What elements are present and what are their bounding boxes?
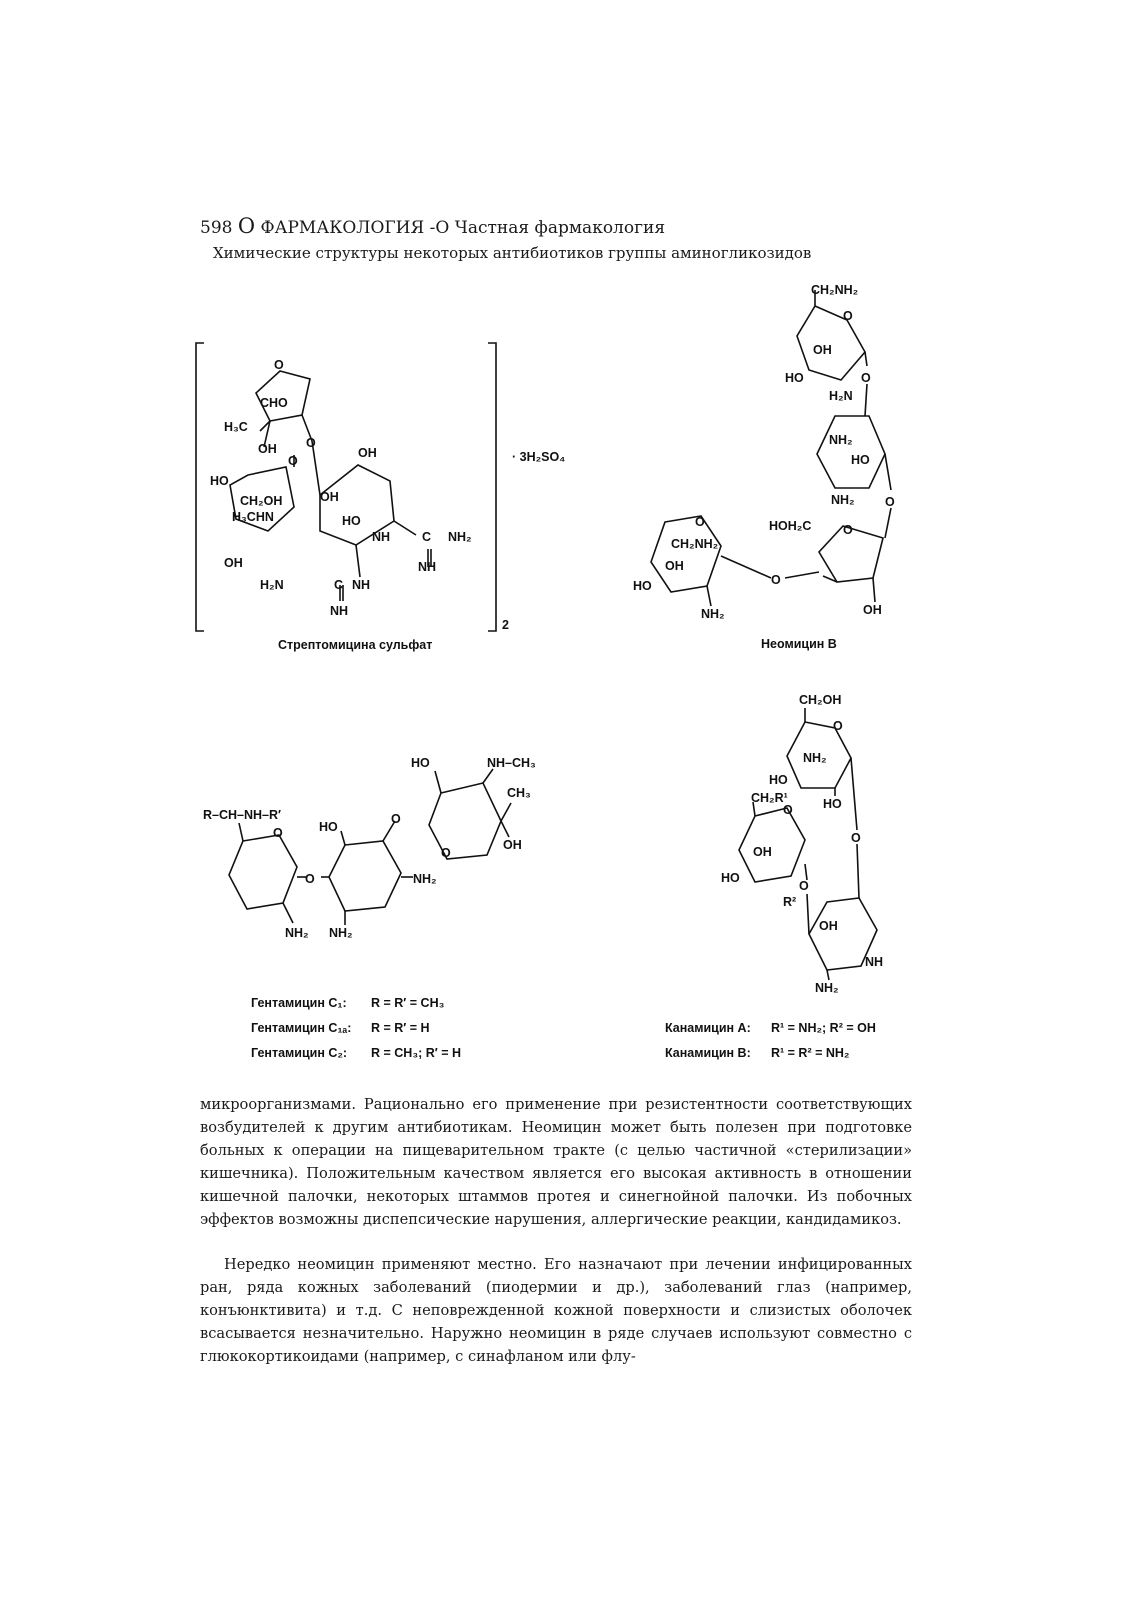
legend-name: Гентамицин C₁:	[251, 996, 347, 1010]
subsection-title: Частная фармакология	[454, 218, 666, 238]
atom-label: NH	[418, 560, 437, 574]
atom-label: R²	[783, 895, 797, 909]
atom-label: O	[799, 879, 809, 893]
atom-label: CH₂OH	[799, 693, 842, 707]
atom-label: HO	[342, 514, 361, 528]
atom-label: C	[422, 530, 432, 544]
atom-label: O	[843, 523, 853, 537]
atom-label: H₃CHN	[232, 510, 274, 524]
atom-label: O	[306, 436, 316, 450]
atom-label: O	[441, 846, 451, 860]
legend-formula: R = CH₃; R′ = H	[371, 1046, 462, 1060]
atom-label: NH	[330, 604, 349, 618]
atom-label: OH	[224, 556, 243, 570]
kanamycin-legend	[665, 1021, 876, 1060]
atom-label: O	[273, 826, 283, 840]
gentamicin-legend	[251, 996, 461, 1060]
atom-label: CH₂OH	[240, 494, 283, 508]
atom-label: NH₂	[329, 926, 353, 940]
running-header	[200, 214, 665, 238]
paragraph-text: микроорганизмами. Рационально его применение при резистентности соответствующих возбудителей к другим антибиотикам. Неомицин может быть полезен при подготовке больных к операции на пищеварительном тракте (с целью частичной «стерилизации» кишечника). Положительным качеством является его высокая активность в отношении кишечной палочки, некоторых штаммов протея и синегнойной палочки. Из побочных эффектов возможны диспепсические нарушения, аллергические реакции, кандидамикоз.	[200, 1096, 912, 1228]
legend-name: Канамицин B:	[665, 1046, 751, 1060]
atom-label: HOH₂C	[769, 519, 812, 533]
atom-label: C	[334, 578, 344, 592]
atom-label: NH₂	[701, 607, 725, 621]
atom-label: NH₂	[448, 530, 472, 544]
atom-label: OH	[358, 446, 377, 460]
body-paragraph	[200, 1253, 912, 1368]
legend-formula: R¹ = R² = NH₂	[771, 1046, 850, 1060]
atom-label: CH₃	[507, 786, 531, 800]
atom-label: HO	[319, 820, 338, 834]
atom-label: O	[288, 454, 298, 468]
atom-label: O	[833, 719, 843, 733]
atom-label: HO	[633, 579, 652, 593]
atom-label: NH	[352, 578, 371, 592]
atom-label: O	[274, 358, 284, 372]
atom-label: O	[695, 515, 705, 529]
atom-label: O	[771, 573, 781, 587]
atom-label: CH₂NH₂	[671, 537, 719, 551]
atom-label: NH–CH₃	[487, 756, 536, 770]
atom-label: OH	[665, 559, 684, 573]
atom-label: HO	[785, 371, 804, 385]
legend-formula: R = R′ = CH₃	[371, 996, 445, 1010]
atom-label: H₃C	[224, 420, 248, 434]
atom-label: O	[885, 495, 895, 509]
atom-label: H₂N	[829, 389, 853, 403]
atom-label: CHO	[260, 396, 288, 410]
atom-label: HO	[210, 474, 229, 488]
atom-label: NH₂	[831, 493, 855, 507]
atom-label: NH₂	[803, 751, 827, 765]
atom-label: R–CH–NH–R′	[203, 808, 282, 822]
atom-label: HO	[411, 756, 430, 770]
atom-label: O	[783, 803, 793, 817]
bracket-multiplier: 2	[502, 618, 509, 632]
page-number: 598	[200, 218, 233, 238]
atom-label: OH	[819, 919, 838, 933]
header-separator: -О	[429, 218, 450, 238]
streptomycin-atom-labels	[210, 358, 472, 618]
legend-formula: R¹ = NH₂; R² = OH	[771, 1021, 876, 1035]
atom-label: OH	[813, 343, 832, 357]
atom-label: O	[861, 371, 871, 385]
legend-name: Гентамицин C₁ₐ:	[251, 1021, 352, 1035]
kanamycin-atom-labels	[721, 693, 883, 995]
legend-name: Гентамицин C₂:	[251, 1046, 348, 1060]
atom-label: O	[843, 309, 853, 323]
compound-name: Неомицин B	[761, 637, 837, 651]
atom-label: HO	[721, 871, 740, 885]
atom-label: OH	[320, 490, 339, 504]
atom-label: O	[305, 872, 315, 886]
neomycin-structure	[625, 276, 925, 656]
atom-label: NH₂	[413, 872, 437, 886]
atom-label: NH₂	[829, 433, 853, 447]
figure-caption: Химические структуры некоторых антибиотиков группы аминогликозидов	[213, 244, 812, 262]
compound-name: Стрептомицина сульфат	[278, 638, 433, 652]
atom-label: HO	[851, 453, 870, 467]
atom-label: HO	[823, 797, 842, 811]
atom-label: O	[851, 831, 861, 845]
body-paragraph	[200, 1093, 912, 1231]
neomycin-atom-labels	[633, 283, 895, 621]
legend-name: Канамицин A:	[665, 1021, 751, 1035]
atom-label: H₂N	[260, 578, 284, 592]
atom-label: NH₂	[285, 926, 309, 940]
paragraph-text: Нередко неомицин применяют местно. Его назначают при лечении инфицированных ран, ряда кожных заболеваний (пиодермии и др.), заболеваний глаз (например, конъюнктивита) и т.д. С неповрежденной кожной поверхности и слизистых оболочек всасывается незначительно. Наружно неомицин в ряде случаев используют совместно с глюкокортикоидами (например, с синафланом или флу-	[200, 1256, 912, 1365]
atom-label: NH	[865, 955, 884, 969]
legend-formula: R = R′ = H	[371, 1021, 430, 1035]
atom-label: CH₂R¹	[751, 791, 788, 805]
atom-label: OH	[863, 603, 882, 617]
salt-formula: · 3H₂SO₄	[512, 450, 566, 464]
atom-label: O	[391, 812, 401, 826]
gentamicin-atom-labels	[203, 756, 536, 940]
atom-label: OH	[503, 838, 522, 852]
gentamicin-structure	[195, 745, 575, 1065]
atom-label: CH₂NH₂	[811, 283, 859, 297]
streptomycin-structure	[190, 335, 610, 665]
atom-label: NH	[372, 530, 391, 544]
atom-label: OH	[753, 845, 772, 859]
header-separator: О	[237, 214, 256, 238]
atom-label: HO	[769, 773, 788, 787]
section-title: ФАРМАКОЛОГИЯ	[260, 218, 425, 238]
atom-label: OH	[258, 442, 277, 456]
kanamycin-structure	[655, 684, 925, 1064]
atom-label: NH₂	[815, 981, 839, 995]
